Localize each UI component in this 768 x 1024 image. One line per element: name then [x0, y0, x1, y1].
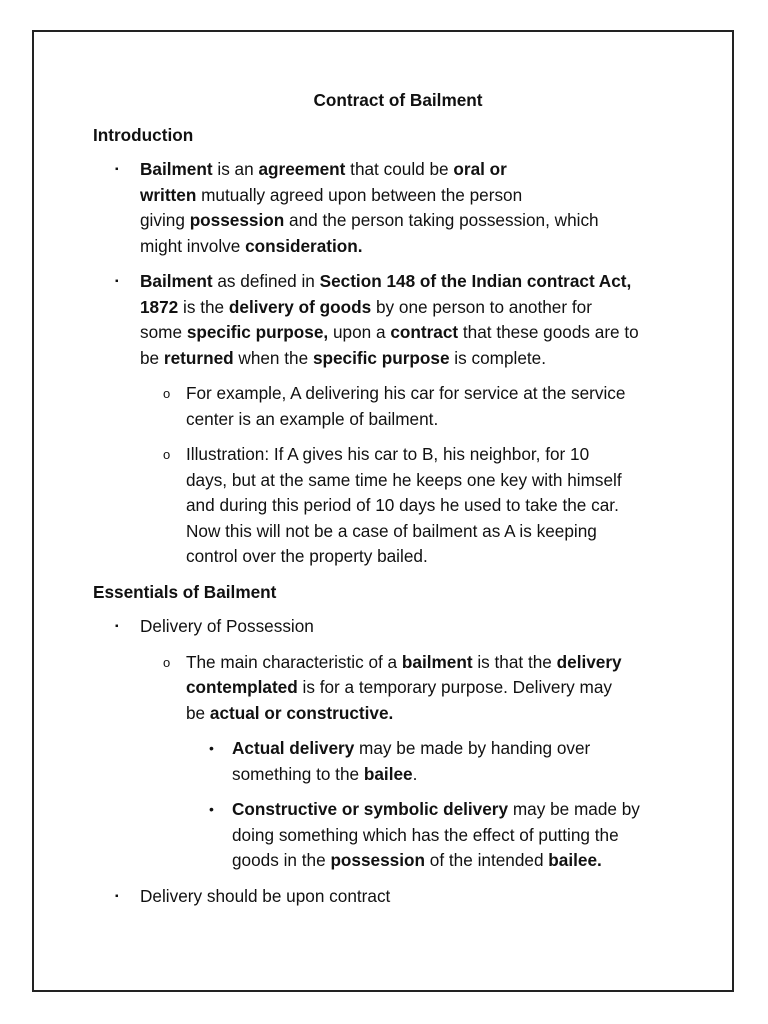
bullet-item — [93, 614, 683, 640]
square-bullet-icon: ▪ — [115, 164, 119, 175]
bold-term: Actual delivery — [232, 738, 355, 758]
bold-term: bailee — [363, 763, 413, 784]
circle-bullet-icon: o — [163, 447, 171, 462]
bold-term: contemplated — [186, 677, 298, 697]
bold-term: bailee. — [548, 850, 602, 870]
bullet-text: Bailment is an agreement that could be oral or written mutually agreed upon between the person giving possession and the person taking possession, which might involve consideration. — [140, 159, 599, 256]
bold-term: Bailment — [140, 271, 213, 291]
bold-term: Section 148 of the Indian contract Act, — [319, 271, 632, 291]
sub-bullet-text: The main characteristic of a bailment is that the delivery contemplated is for a temporary purpose. Delivery may be actual or constructive. — [186, 651, 622, 723]
bold-term: actual or constructive. — [209, 702, 394, 723]
dot-bullet-icon: • — [209, 740, 214, 756]
bold-term: specific purpose, — [186, 322, 329, 342]
section-heading-essentials: Essentials of Bailment — [93, 581, 277, 602]
bold-term: agreement — [258, 159, 346, 179]
sub-bullet-text: For example, A delivering his car for service at the service center is an example of bailment. — [186, 383, 626, 429]
bold-term: 1872 — [140, 296, 179, 317]
sub-bullet-item — [93, 381, 683, 432]
section-heading-introduction: Introduction — [93, 124, 194, 145]
sub-sub-bullet-item — [93, 736, 683, 787]
bold-term: bailment — [401, 651, 473, 672]
bold-term: oral or — [453, 159, 507, 179]
sub-bullet-item — [93, 442, 683, 570]
bullet-item — [93, 157, 683, 259]
bullet-item — [93, 884, 683, 910]
square-bullet-icon: ▪ — [115, 621, 119, 632]
bold-term: Constructive or symbolic delivery — [232, 799, 509, 819]
bold-term: returned — [163, 347, 234, 368]
bold-term: delivery — [556, 651, 622, 672]
bold-term: Bailment — [140, 159, 213, 179]
sub-sub-bullet-item — [93, 797, 683, 874]
bold-term: specific purpose — [312, 347, 450, 368]
circle-bullet-icon: o — [163, 654, 171, 670]
sub-sub-bullet-text: Constructive or symbolic delivery may be made by doing something which has the effect of putting the goods in the possession of the intended bailee. — [232, 799, 640, 870]
bold-term: delivery of goods — [228, 296, 372, 317]
bullet-text: Delivery of Possession — [140, 616, 314, 636]
dot-bullet-icon: • — [209, 801, 214, 817]
document-body — [93, 88, 683, 918]
document-title: Contract of Bailment — [313, 90, 483, 110]
sub-bullet-text: Illustration: If A gives his car to B, his neighbor, for 10 days, but at the same time he keeps one key with himself and during this period of 10 days he used to take the car. Now this will not be a case of bailment as A is keeping control over the property bailed. — [186, 444, 622, 566]
bold-term: written — [140, 184, 197, 205]
bullet-item — [93, 269, 683, 371]
bold-term: possession — [330, 850, 426, 870]
bold-term: possession — [189, 210, 285, 230]
bullet-text: Delivery should be upon contract — [140, 885, 391, 906]
bold-term: consideration. — [245, 235, 363, 256]
circle-bullet-icon: o — [163, 386, 171, 401]
sub-sub-bullet-text: Actual delivery may be made by handing over something to the bailee. — [232, 738, 591, 784]
bold-term: contract — [390, 322, 459, 342]
sub-bullet-item — [93, 650, 683, 727]
bullet-text: Bailment as defined in Section 148 of the Indian contract Act, 1872 is the delivery of goods by one person to another for some specific purpose, upon a contract that these goods are to be returned when the specific purpose is complete. — [140, 271, 639, 368]
square-bullet-icon: ▪ — [115, 890, 119, 902]
square-bullet-icon: ▪ — [115, 276, 119, 287]
